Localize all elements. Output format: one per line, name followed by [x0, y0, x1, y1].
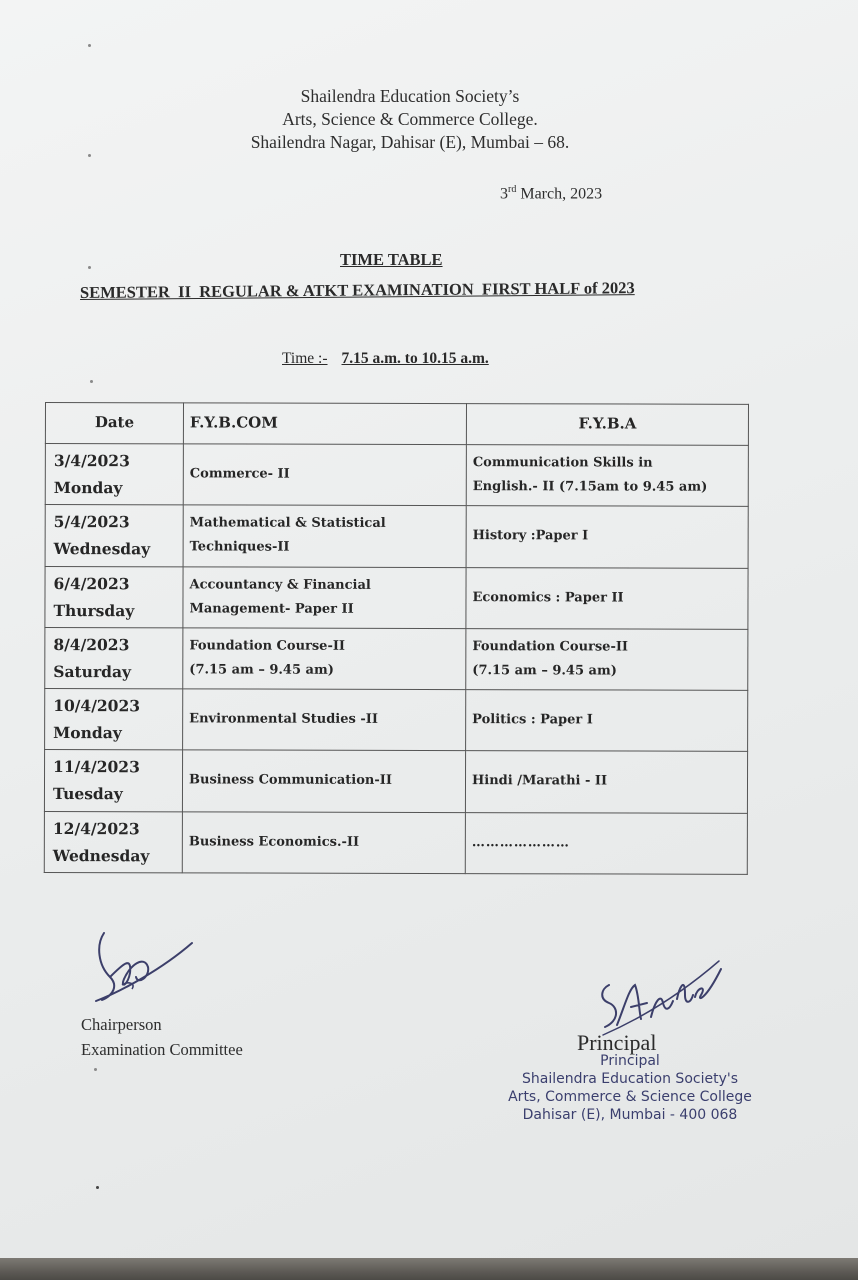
exam-time: [282, 350, 489, 368]
chairperson-title: Chairperson: [81, 1015, 162, 1034]
exam-date: 8/4/2023: [53, 634, 130, 654]
timetable: [44, 402, 749, 875]
paper-speck: [94, 1068, 97, 1071]
fybcom-subject-line: Commerce- II: [189, 466, 290, 482]
fyba-subject-line: Economics : Paper II: [472, 589, 624, 606]
fybcom-subject-line: Environmental Studies -II: [189, 711, 378, 727]
stamp-society: Shailendra Education Society's: [522, 1071, 738, 1087]
fybcom-subject-cell: [183, 689, 466, 751]
exam-date: 11/4/2023: [53, 757, 140, 777]
date-rest: March, 2023: [520, 185, 603, 203]
committee-name: Examination Committee: [81, 1040, 243, 1059]
college-address: Shailendra Nagar, Dahisar (E), Mumbai – 68.: [250, 132, 570, 152]
exam-day: Monday: [53, 478, 123, 498]
issue-date: [500, 184, 602, 203]
column-header-fyba: F.Y.B.A: [466, 404, 748, 446]
exam-day: Wednesday: [53, 539, 151, 559]
column-header-date: Date: [45, 403, 183, 444]
fyba-subject-line: Communication Skills in: [472, 455, 653, 471]
exam-date-cell: [45, 505, 183, 567]
table-row: [45, 689, 748, 752]
chairperson-signature: [92, 925, 202, 1010]
fybcom-subject-line: Mathematical & Statistical: [189, 515, 386, 532]
exam-subtitle: SEMESTER II REGULAR & ATKT EXAMINATION FIRST HALF of 2023: [79, 278, 635, 302]
date-day: 3: [500, 185, 508, 203]
fyba-subject-cell: [466, 690, 748, 752]
stamp-college: Arts, Commerce & Science College: [508, 1089, 752, 1105]
fybcom-subject-line: Management- Paper II: [189, 601, 354, 617]
page-title: TIME TABLE: [340, 250, 443, 269]
paper-speck: [90, 380, 93, 383]
exam-date: 12/4/2023: [52, 818, 140, 838]
fybcom-subject-cell: [183, 628, 466, 690]
exam-date: 6/4/2023: [53, 573, 130, 593]
time-value: 7.15 a.m. to 10.15 a.m.: [341, 350, 489, 367]
college-stamp: [490, 1052, 770, 1124]
fyba-subject-cell: [465, 812, 747, 874]
fybcom-subject-line: Accountancy & Financial: [189, 576, 371, 593]
time-label: Time :-: [282, 350, 328, 367]
paper-speck: [88, 154, 91, 157]
principal-signature: [595, 955, 725, 1040]
fyba-subject-cell: [466, 445, 748, 507]
exam-day: Thursday: [53, 600, 135, 620]
college-name: Arts, Science & Commerce College.: [282, 109, 538, 129]
society-name: Shailendra Education Society’s: [300, 86, 520, 106]
column-header-fybcom: F.Y.B.COM: [183, 403, 466, 445]
paper-speck: [88, 44, 91, 47]
exam-day: Wednesday: [52, 845, 150, 865]
fyba-subject-cell: [466, 628, 748, 690]
fybcom-subject-cell: [182, 750, 465, 812]
table-row: [45, 566, 748, 629]
exam-date-cell: [45, 689, 183, 751]
table-row: [45, 627, 748, 690]
fybcom-subject-cell: [183, 505, 466, 567]
exam-day: Tuesday: [52, 784, 123, 804]
principal-title: Principal: [577, 1030, 657, 1055]
table-row: [45, 444, 748, 507]
stamp-principal: Principal: [600, 1053, 660, 1069]
date-suffix: rd: [508, 184, 517, 195]
exam-date-cell: [44, 750, 182, 812]
fyba-subject-line: Politics : Paper I: [472, 712, 593, 728]
fybcom-subject-line: Business Economics.-II: [188, 833, 360, 850]
exam-date-cell: [44, 811, 182, 873]
fybcom-subject-line: Business Communication-II: [188, 772, 392, 789]
paper-speck: [88, 266, 91, 269]
fyba-subject-cell: [466, 506, 748, 568]
fyba-subject-line: Hindi /Marathi - II: [471, 773, 608, 789]
chairperson-block: [81, 1012, 243, 1062]
exam-date-cell: [45, 444, 183, 506]
table-row: [44, 811, 747, 874]
stamp-address: Dahisar (E), Mumbai - 400 068: [522, 1107, 738, 1123]
exam-date: 10/4/2023: [53, 696, 141, 716]
exam-date-cell: [45, 627, 183, 689]
fybcom-subject-line: (7.15 am – 9.45 am): [189, 662, 334, 678]
exam-day: Monday: [53, 723, 122, 743]
exam-day: Saturday: [53, 661, 132, 682]
fybcom-subject-cell: [182, 811, 465, 873]
table-header-row: [45, 403, 748, 446]
exam-date: 5/4/2023: [53, 512, 130, 532]
table-row: [44, 750, 747, 813]
fyba-subject-line: History :Paper I: [472, 528, 589, 544]
fybcom-subject-line: Foundation Course-II: [189, 638, 346, 654]
paper-speck: [96, 1186, 99, 1189]
table-row: [45, 505, 748, 568]
fyba-subject-line: English.- II (7.15am to 9.45 am): [472, 479, 708, 495]
table-surface-edge: [0, 1258, 858, 1280]
fyba-subject-cell: [465, 751, 747, 813]
timetable-body: [44, 444, 748, 875]
fybcom-subject-cell: [183, 566, 466, 628]
fybcom-subject-line: Techniques-II: [189, 539, 290, 556]
fybcom-subject-cell: [183, 444, 466, 506]
fyba-subject-line: …………………: [471, 834, 570, 850]
fyba-subject-line: Foundation Course-II: [472, 638, 629, 655]
exam-date-cell: [45, 566, 183, 628]
fyba-subject-line: (7.15 am – 9.45 am): [472, 662, 617, 679]
exam-date: 3/4/2023: [53, 451, 130, 471]
fyba-subject-cell: [466, 567, 748, 629]
